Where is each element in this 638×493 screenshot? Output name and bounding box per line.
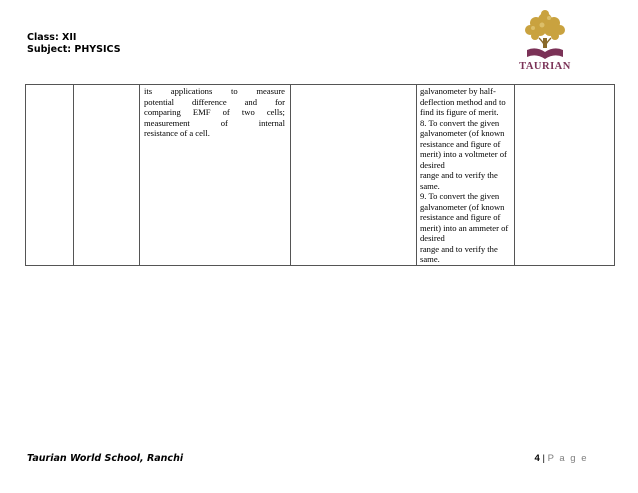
practical-line: find its figure of merit. (420, 107, 499, 117)
practical-line: 8. To convert the given (420, 117, 500, 128)
table-cell-6 (515, 85, 615, 266)
practical-line: 9. To convert the given (420, 191, 500, 201)
topic-word: difference (192, 96, 227, 107)
table-row (26, 85, 615, 266)
topic-word: potential (144, 96, 175, 107)
topic-word: resistance of a cell. (144, 128, 210, 138)
topic-word: of (222, 107, 230, 117)
topic-word: EMF (192, 107, 211, 117)
footer-page-info (535, 453, 588, 464)
practical-line: galvanometer (of known (420, 201, 505, 212)
practical-line: merit) into an ammeter of (420, 222, 509, 233)
practical-line: merit) into a voltmeter of (420, 149, 507, 159)
practical-line: desired (420, 233, 445, 243)
practical-line: same. (420, 180, 440, 191)
practical-line: desired (420, 159, 445, 170)
practical-line: resistance and figure of (420, 138, 501, 149)
topic-word: applications (170, 86, 213, 96)
topic-word: its (144, 86, 153, 96)
practical-line: range and to verify the (420, 243, 498, 254)
topic-word: measure (256, 86, 285, 96)
class-label: Class: XII (27, 32, 77, 43)
table-cell-practicals (417, 85, 515, 266)
topic-word: for (274, 96, 285, 107)
footer-school-name: Taurian World School, Ranchi (27, 453, 184, 464)
practical-line: galvanometer (of known (420, 128, 505, 138)
practical-line: same. (420, 254, 440, 264)
topic-line (144, 97, 285, 108)
topic-line (144, 118, 285, 129)
topic-word: two (241, 107, 255, 117)
practical-line: galvanometer by half- (420, 86, 496, 96)
topic-word: cells; (266, 107, 285, 117)
table-cell-2 (74, 85, 140, 266)
page-separator: | (542, 453, 545, 464)
topic-word: internal (258, 117, 285, 128)
topic-word: to (231, 86, 238, 96)
taurian-logo (509, 8, 581, 76)
table-cell-4 (291, 85, 417, 266)
topic-word: measurement (144, 117, 190, 128)
tree-book-icon (509, 8, 581, 64)
page-number: 4 (534, 453, 540, 464)
syllabus-table (25, 84, 615, 266)
topic-line (144, 128, 285, 139)
practical-line: resistance and figure of (420, 212, 501, 222)
practical-line: deflection method and to (420, 96, 506, 107)
subject-label: Subject: PHYSICS (27, 44, 121, 55)
topic-line (144, 86, 285, 97)
table-cell-topics (140, 85, 291, 266)
topic-line (144, 107, 285, 118)
topic-word: and (244, 96, 258, 107)
page-word: P a g e (547, 453, 588, 464)
topic-word: comparing (144, 107, 181, 117)
topic-word: of (220, 117, 228, 128)
table-cell-1 (26, 85, 74, 266)
practical-line: range and to verify the (420, 170, 498, 180)
logo-wordmark: TAURIAN (519, 61, 571, 72)
